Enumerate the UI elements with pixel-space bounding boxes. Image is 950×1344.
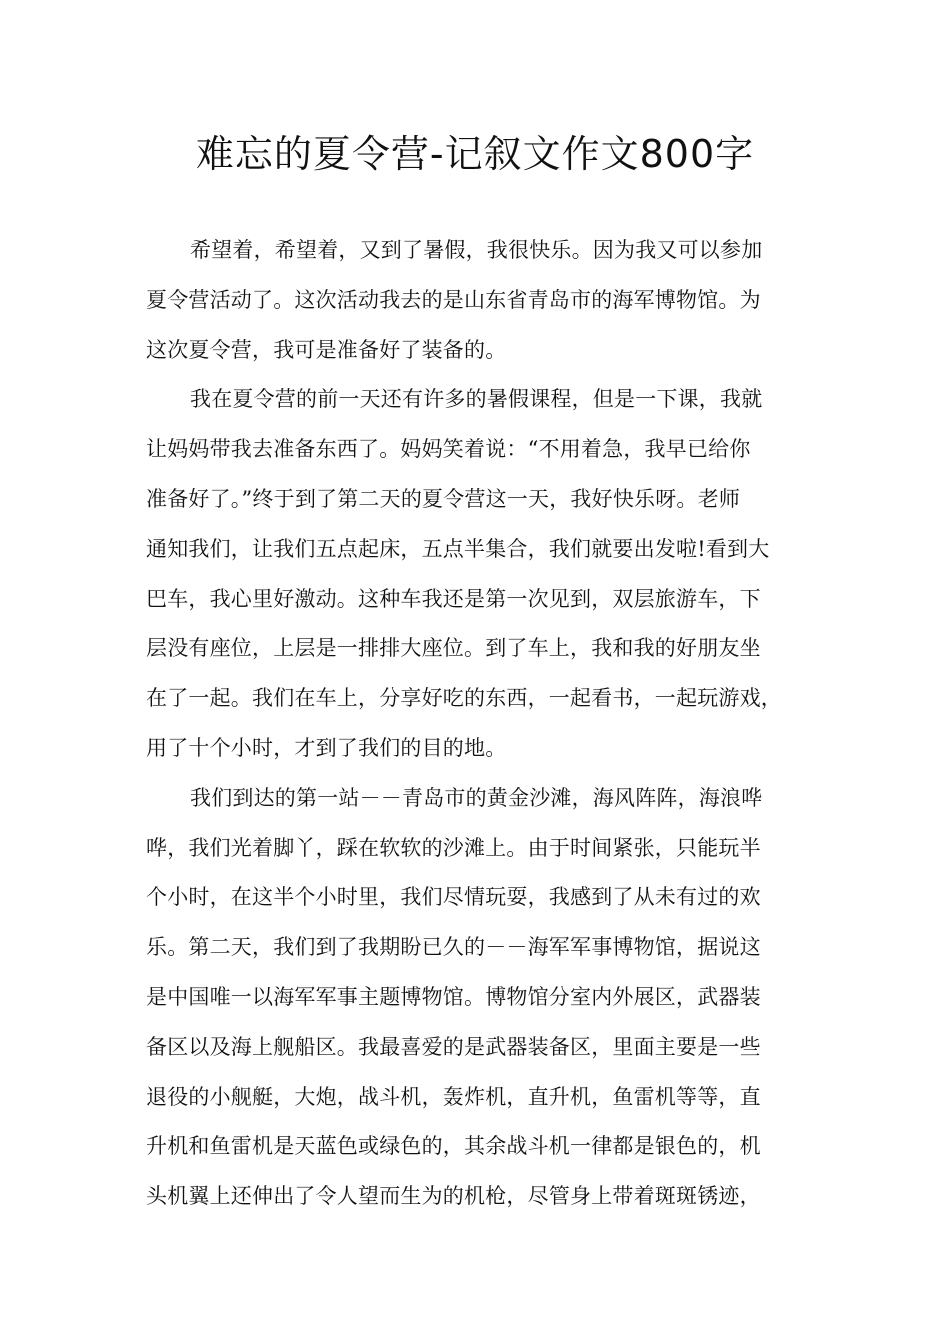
text-line: 我在夏令营的前一天还有许多的暑假课程，但是一下课，我就 bbox=[190, 387, 763, 412]
text-line: 升机和鱼雷机是天蓝色或绿色的，其余战斗机一律都是银色的，机 bbox=[146, 1134, 761, 1159]
text-line: 备区以及海上舰船区。我最喜爱的是武器装备区，里面主要是一些 bbox=[146, 1034, 761, 1059]
text-line: 让妈妈带我去准备东西了。妈妈笑着说：“不用着急，我早已给你 bbox=[146, 437, 751, 462]
text-line: 层没有座位，上层是一排排大座位。到了车上，我和我的好朋友坐 bbox=[146, 636, 761, 661]
text-line: 夏令营活动了。这次活动我去的是山东省青岛市的海军博物馆。为 bbox=[146, 287, 761, 312]
text-line: 退役的小舰艇，大炮，战斗机，轰炸机，直升机，鱼雷机等等，直 bbox=[146, 1084, 761, 1109]
text-line: 头机翼上还伸出了令人望而生为的机枪，尽管身上带着斑斑锈迹， bbox=[146, 1184, 761, 1209]
text-line: 希望着，希望着，又到了暑假，我很快乐。因为我又可以参加 bbox=[190, 238, 763, 262]
document-title: 难忘的夏令营-记叙文作文800字 bbox=[195, 132, 755, 176]
text-line: 个小时，在这半个小时里，我们尽情玩耍，我感到了从未有过的欢 bbox=[146, 885, 761, 910]
text-line: 准备好了。”终于到了第二天的夏令营这一天，我好快乐呀。老师 bbox=[146, 486, 741, 511]
text-line: 用了十个小时，才到了我们的目的地。 bbox=[146, 735, 507, 760]
text-line: 在了一起。我们在车上，分享好吃的东西，一起看书，一起玩游戏， bbox=[146, 686, 782, 711]
document-body bbox=[146, 226, 826, 1222]
text-line: 哗，我们光着脚丫，踩在软软的沙滩上。由于时间紧张，只能玩半 bbox=[146, 835, 761, 860]
text-line: 通知我们，让我们五点起床，五点半集合，我们就要出发啦!看到大 bbox=[146, 536, 770, 561]
text-line: 巴车，我心里好激动。这种车我还是第一次见到，双层旅游车，下 bbox=[146, 586, 761, 611]
text-line: 是中国唯一以海军军事主题博物馆。博物馆分室内外展区，武器装 bbox=[146, 984, 761, 1009]
text-line: 这次夏令营，我可是准备好了装备的。 bbox=[146, 337, 507, 362]
text-line: 我们到达的第一站－－青岛市的黄金沙滩，海风阵阵，海浪哗 bbox=[190, 785, 763, 810]
text-line: 乐。第二天，我们到了我期盼已久的－－海军军事博物馆，据说这 bbox=[146, 935, 761, 960]
